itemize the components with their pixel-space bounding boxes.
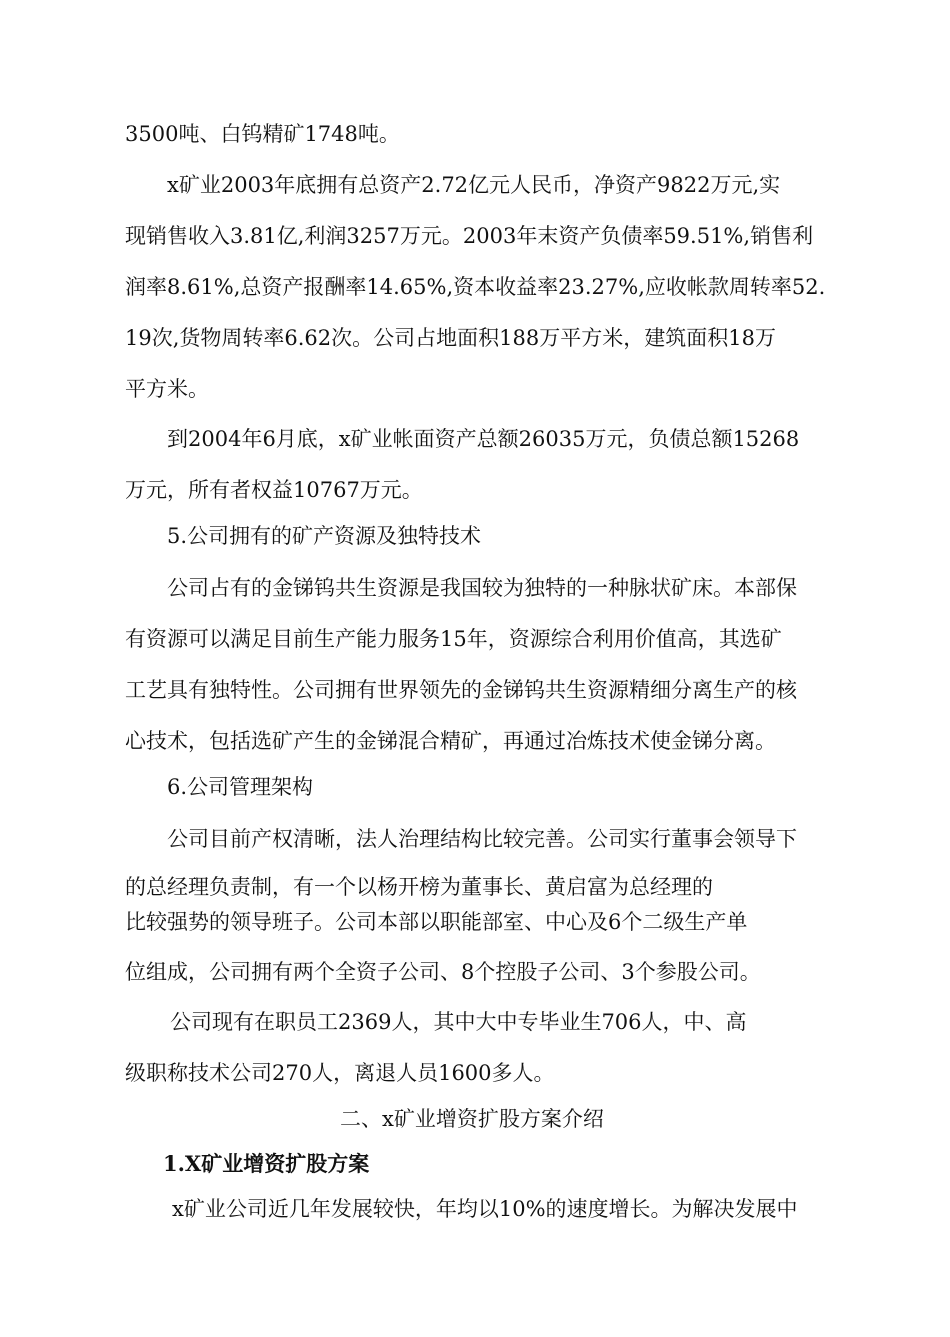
text-line: 润率8.61%,总资产报酬率14.65%,资本收益率23.27%,应收帐款周转率52. — [125, 275, 826, 299]
text-line: 心技术，包括选矿产生的金锑混合精矿，再通过冶炼技术使金锑分离。 — [125, 729, 776, 753]
text-line: 级职称技术公司270人，离退人员1600多人。 — [125, 1061, 555, 1085]
text-line: 现销售收入3.81亿,利润3257万元。2003年末资产负债率59.51%,销售利 — [125, 224, 814, 248]
text-line: x矿业公司近几年发展较快，年均以10%的速度增长。为解决发展中 — [172, 1197, 798, 1221]
subsection-heading: 1.X矿业增资扩股方案 — [163, 1151, 370, 1176]
text-line: 公司现有在职员工2369人，其中大中专毕业生706人，中、高 — [170, 1010, 747, 1034]
section-heading: 5.公司拥有的矿产资源及独特技术 — [167, 524, 482, 548]
section-heading: 6.公司管理架构 — [167, 775, 314, 799]
text-line: 19次,货物周转率6.62次。公司占地面积188万平方米，建筑面积18万 — [125, 326, 776, 350]
text-line: 万元，所有者权益10767万元。 — [125, 478, 423, 502]
text-line: 位组成，公司拥有两个全资子公司、8个控股子公司、3个参股公司。 — [125, 960, 761, 984]
chapter-heading: 二、x矿业增资扩股方案介绍 — [340, 1107, 604, 1131]
text-line: 公司目前产权清晰，法人治理结构比较完善。公司实行董事会领导下 — [167, 827, 797, 851]
text-line: 工艺具有独特性。公司拥有世界领先的金锑钨共生资源精细分离生产的核 — [125, 678, 797, 702]
text-line: 比较强势的领导班子。公司本部以职能部室、中心及6个二级生产单 — [125, 910, 748, 934]
text-line: 3500吨、白钨精矿1748吨。 — [125, 122, 400, 146]
text-line: 公司占有的金锑钨共生资源是我国较为独特的一种脉状矿床。本部保 — [167, 576, 797, 600]
text-line: 的总经理负责制，有一个以杨开榜为董事长、黄启富为总经理的 — [125, 875, 713, 899]
text-line: 平方米。 — [125, 377, 209, 401]
text-line: 到2004年6月底，x矿业帐面资产总额26035万元，负债总额15268 — [167, 427, 800, 451]
text-line: 有资源可以满足目前生产能力服务15年，资源综合利用价值高，其选矿 — [125, 627, 782, 651]
text-line: x矿业2003年底拥有总资产2.72亿元人民币，净资产9822万元,实 — [167, 173, 781, 197]
